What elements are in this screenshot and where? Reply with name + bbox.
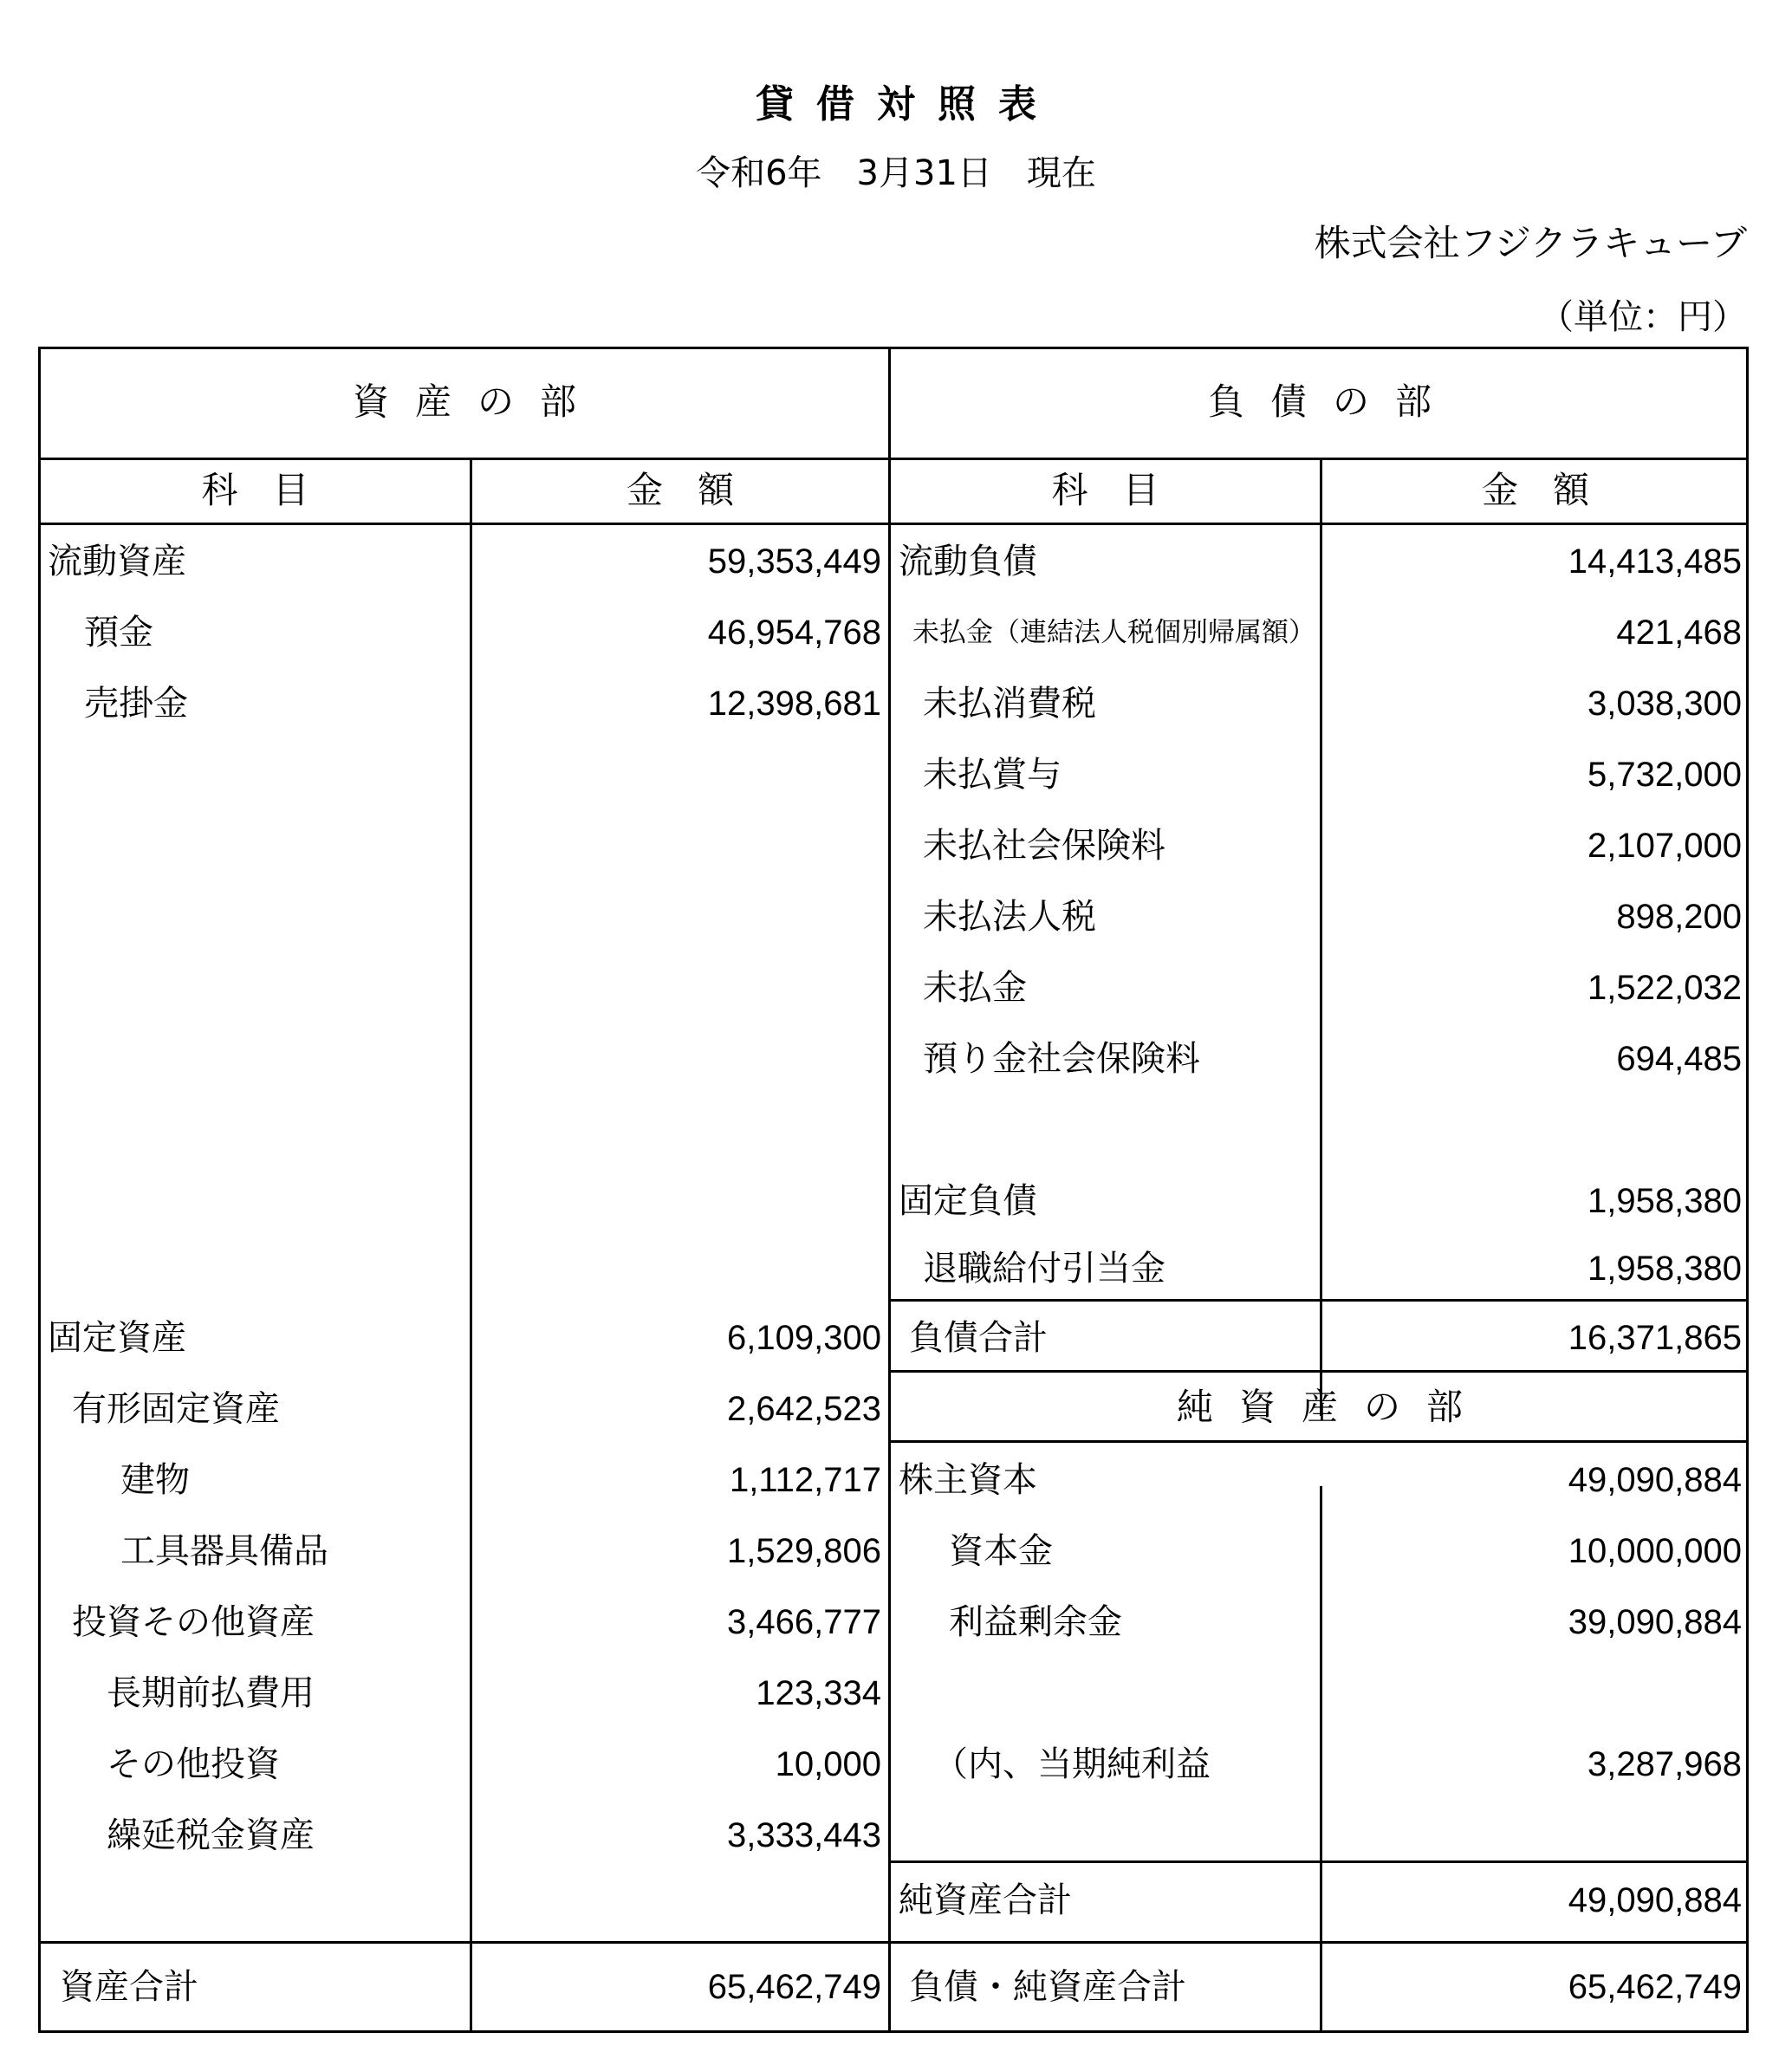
liability-label-corporate-tax: 未払法人税 xyxy=(923,897,1096,937)
asset-label-current-assets: 流動資産 xyxy=(48,542,186,581)
divider-center xyxy=(888,349,891,2033)
liabilities-total-amount: 16,371,865 xyxy=(1568,1319,1742,1357)
liability-amount-current: 14,413,485 xyxy=(1568,542,1742,581)
net-asset-label-capital: 資本金 xyxy=(949,1531,1053,1571)
liability-label-accrued: 未払金 xyxy=(923,968,1027,1008)
asset-label-prepaid: 長期前払費用 xyxy=(107,1673,315,1713)
net-asset-label-retained-earnings: 利益剰余金 xyxy=(949,1602,1122,1642)
liability-label-consolidated-tax: 未払金（連結法人税個別帰属額） xyxy=(912,617,1315,648)
liability-amount-retirement: 1,958,380 xyxy=(1587,1250,1742,1288)
liability-label-retirement: 退職給付引当金 xyxy=(923,1249,1165,1289)
liability-amount-accrued: 1,522,032 xyxy=(1587,969,1742,1007)
liability-label-withholding: 預り金社会保険料 xyxy=(923,1039,1200,1079)
asset-amount-deposits: 46,954,768 xyxy=(707,614,881,652)
asset-amount-tools: 1,529,806 xyxy=(727,1532,881,1570)
liability-amount-corporate-tax: 898,200 xyxy=(1616,898,1742,936)
net-asset-label-net-income: （内、当期純利益 xyxy=(933,1744,1211,1784)
liability-amount-consolidated-tax: 421,468 xyxy=(1616,614,1742,652)
assets-total-amount: 65,462,749 xyxy=(707,1968,881,2006)
unit-label: （単位：円） xyxy=(1539,297,1747,337)
liability-amount-consumption-tax: 3,038,300 xyxy=(1587,685,1742,723)
liabilities-total-label: 負債合計 xyxy=(909,1318,1048,1358)
assets-item-header: 科目 xyxy=(201,469,344,511)
asset-label-deposits: 預金 xyxy=(84,613,153,653)
net-asset-amount-retained-earnings: 39,090,884 xyxy=(1568,1603,1742,1641)
net-assets-section-header: 純資産の部 xyxy=(1176,1386,1489,1428)
page-title: 貸借対照表 xyxy=(756,82,1059,127)
liability-label-current: 流動負債 xyxy=(899,542,1037,581)
liability-amount-fixed: 1,958,380 xyxy=(1587,1182,1742,1220)
asset-label-buildings: 建物 xyxy=(120,1460,190,1500)
liabilities-section-header: 負債の部 xyxy=(1207,380,1458,423)
asset-label-deferred-tax: 繰延税金資産 xyxy=(107,1815,315,1855)
asset-amount-tangible: 2,642,523 xyxy=(727,1390,881,1428)
net-asset-label-shareholders-equity: 株主資本 xyxy=(899,1460,1037,1500)
asset-amount-buildings: 1,112,717 xyxy=(730,1461,881,1499)
balance-sheet-table xyxy=(38,347,1749,2033)
asset-label-other-investments: その他投資 xyxy=(107,1744,280,1784)
grand-total-amount: 65,462,749 xyxy=(1568,1968,1742,2006)
asset-amount-prepaid: 123,334 xyxy=(756,1674,881,1712)
grand-total-label: 負債・純資産合計 xyxy=(909,1967,1186,2007)
asset-label-investments: 投資その他資産 xyxy=(72,1602,315,1642)
liability-label-consumption-tax: 未払消費税 xyxy=(923,684,1096,724)
asset-amount-fixed-assets: 6,109,300 xyxy=(727,1319,881,1357)
liability-amount-social-insurance: 2,107,000 xyxy=(1587,827,1742,865)
report-date: 令和6年 3月31日 現在 xyxy=(696,153,1096,193)
company-name: 株式会社フジクラキューブ xyxy=(1314,222,1747,264)
asset-amount-receivables: 12,398,681 xyxy=(707,685,881,723)
asset-amount-investments: 3,466,777 xyxy=(727,1603,881,1641)
rule-grand-total-top xyxy=(41,1941,1749,1944)
liability-amount-bonus: 5,732,000 xyxy=(1587,756,1742,794)
asset-label-tangible: 有形固定資産 xyxy=(72,1389,280,1429)
liabilities-amount-header: 金額 xyxy=(1481,469,1624,511)
asset-amount-current-assets: 59,353,449 xyxy=(707,542,881,581)
liability-amount-withholding: 694,485 xyxy=(1616,1040,1742,1078)
net-asset-amount-net-income: 3,287,968 xyxy=(1587,1745,1742,1783)
asset-amount-other-investments: 10,000 xyxy=(775,1745,881,1783)
net-asset-amount-capital: 10,000,000 xyxy=(1568,1532,1742,1570)
net-asset-amount-shareholders-equity: 49,090,884 xyxy=(1568,1461,1742,1499)
liability-label-bonus: 未払賞与 xyxy=(923,755,1062,795)
asset-label-receivables: 売掛金 xyxy=(84,684,188,724)
assets-amount-header: 金額 xyxy=(626,469,769,511)
liability-label-fixed: 固定負債 xyxy=(899,1181,1037,1221)
asset-amount-deferred-tax: 3,333,443 xyxy=(727,1816,881,1854)
liabilities-item-header: 科目 xyxy=(1051,469,1194,511)
liability-label-social-insurance: 未払社会保険料 xyxy=(923,826,1165,866)
asset-label-fixed-assets: 固定資産 xyxy=(48,1318,186,1358)
net-assets-total-amount: 49,090,884 xyxy=(1568,1881,1742,1919)
asset-label-tools: 工具器具備品 xyxy=(120,1531,328,1571)
assets-section-header: 資産の部 xyxy=(352,380,602,423)
rule-net-assets-total-top xyxy=(888,1860,1749,1863)
assets-total-label: 資産合計 xyxy=(60,1967,198,2007)
net-assets-total-label: 純資産合計 xyxy=(899,1880,1072,1920)
